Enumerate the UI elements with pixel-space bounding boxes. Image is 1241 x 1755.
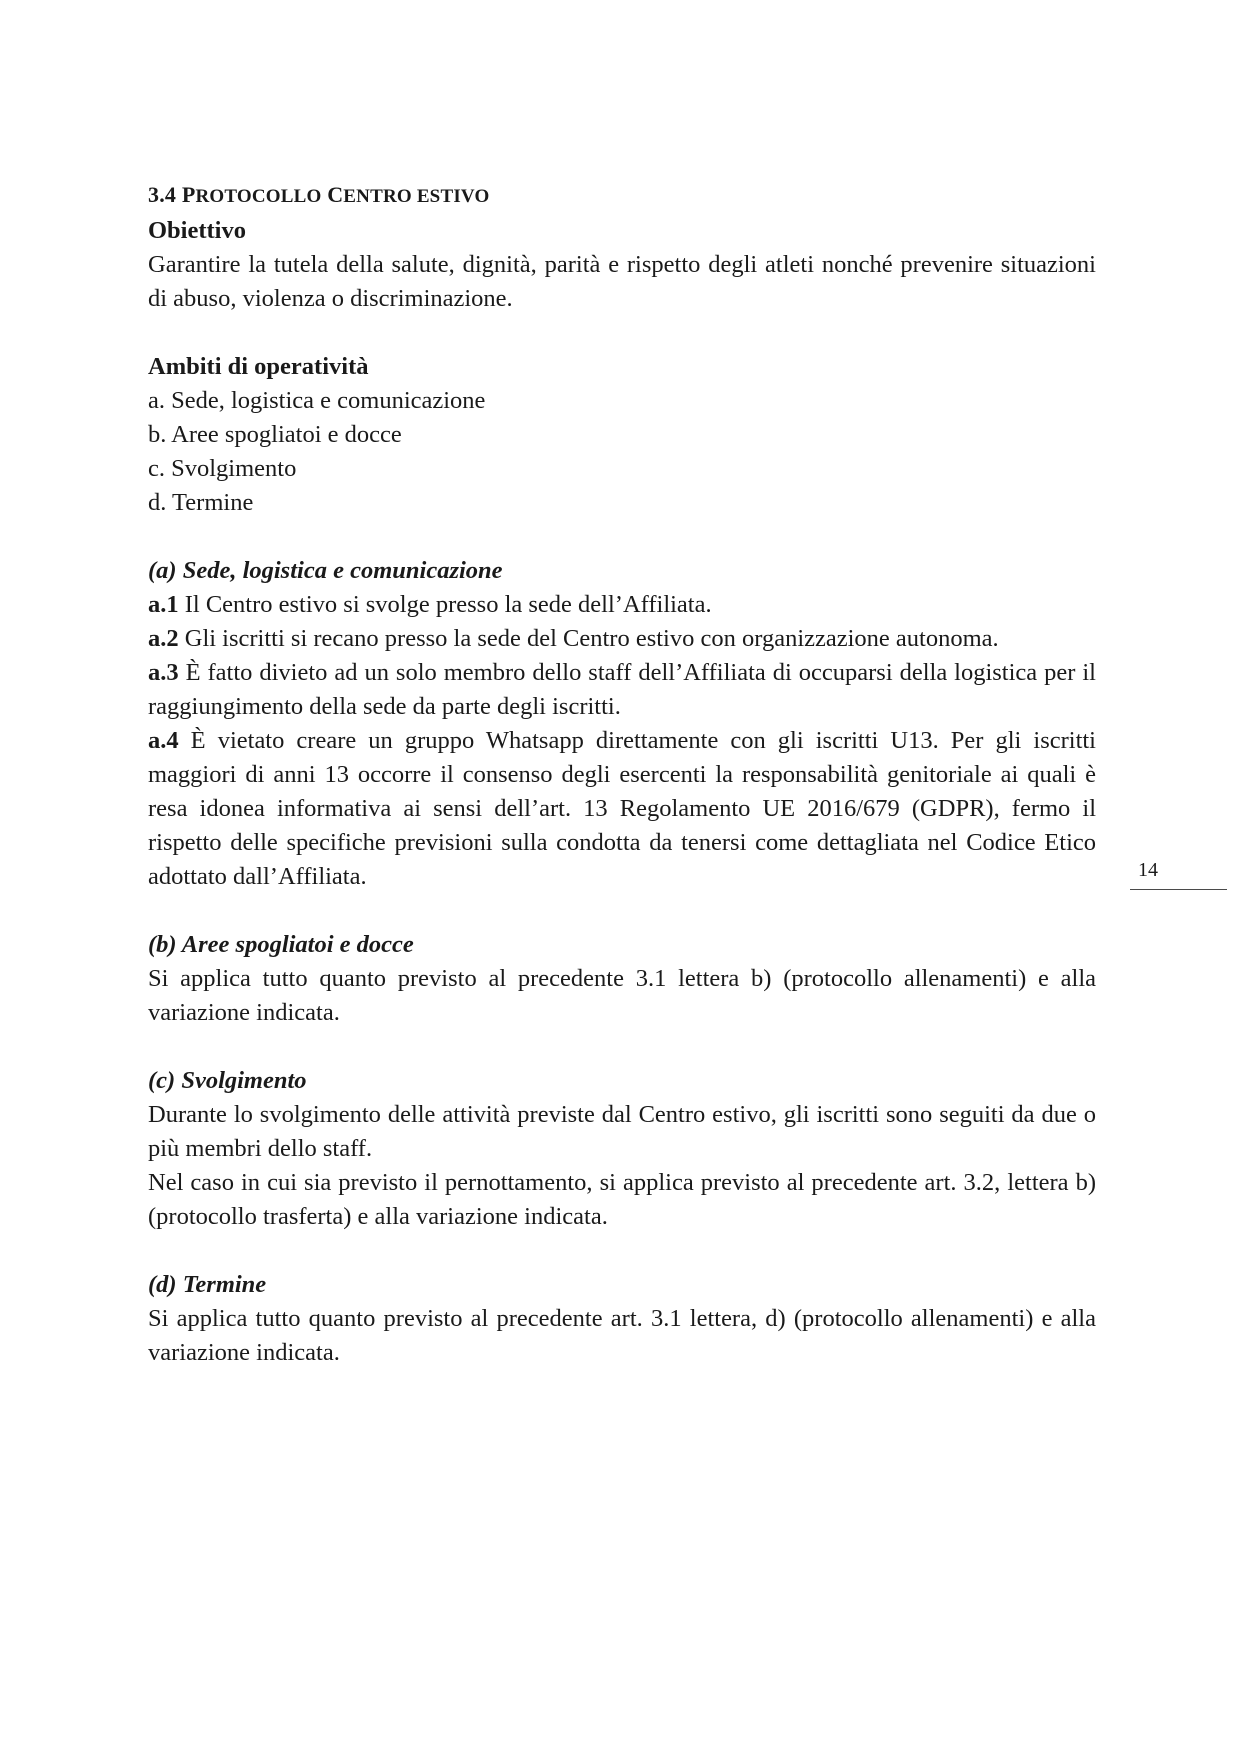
scope-item: a. Sede, logistica e comunicazione <box>148 387 486 414</box>
scope-item: d. Termine <box>148 489 254 516</box>
part-d-heading: (d) Termine <box>148 1271 267 1298</box>
part-c-heading: (c) Svolgimento <box>148 1067 307 1094</box>
part-a-heading: (a) Sede, logistica e comunicazione <box>148 557 503 584</box>
section-title-rest-2: ENTRO ESTIVO <box>343 186 490 207</box>
clause-a4 <box>148 724 1096 894</box>
part-c-text-2: Nel caso in cui sia previsto il pernottamento, si applica previsto al precedente art. 3.2, lettera b) (protocollo trasferta) e alla variazione indicata. <box>148 1169 1096 1230</box>
page-number-rule <box>1130 889 1227 890</box>
clause-text: È vietato creare un gruppo Whatsapp direttamente con gli iscritti U13. Per gli iscritti maggiori di anni 13 occorre il consenso degli esercenti la responsabilità genitoriale ai quali è resa idonea informativa ai sensi dell’art. 13 Regolamento UE 2016/679 (GDPR), fermo il rispetto delle specifiche previsioni sulla condotta da tenersi come dettagliata nel Codice Etico adottato dall’Affiliata. <box>148 727 1096 890</box>
section-title-cap-2: C <box>327 182 344 207</box>
section-title-rest-1: ROTOCOLLO <box>195 186 322 207</box>
clause-label: a.4 <box>148 727 179 754</box>
section-title-cap-1: P <box>181 182 196 207</box>
part-d-text: Si applica tutto quanto previsto al precedente art. 3.1 lettera, d) (protocollo allenamenti) e alla variazione indicata. <box>148 1305 1096 1366</box>
clause-text: Il Centro estivo si svolge presso la sede dell’Affiliata. <box>178 591 712 618</box>
spacer <box>148 520 1096 554</box>
spacer <box>148 316 1096 350</box>
scope-item: b. Aree spogliatoi e docce <box>148 421 402 448</box>
clause-label: a.2 <box>148 625 179 652</box>
clause-label: a.3 <box>148 659 179 686</box>
scope-heading: Ambiti di operatività <box>148 353 369 380</box>
spacer <box>148 1030 1096 1064</box>
part-b-heading: (b) Aree spogliatoi e docce <box>148 931 414 958</box>
page-number: 14 <box>1138 859 1158 881</box>
clause-text: È fatto divieto ad un solo membro dello staff dell’Affiliata di occuparsi della logistica per il raggiungimento della sede da parte degli iscritti. <box>148 659 1096 720</box>
part-b-text: Si applica tutto quanto previsto al precedente 3.1 lettera b) (protocollo allenamenti) e alla variazione indicata. <box>148 965 1096 1026</box>
spacer <box>148 894 1096 928</box>
scope-item: c. Svolgimento <box>148 455 297 482</box>
clause-label: a.1 <box>148 591 179 618</box>
page-content <box>148 178 1096 1370</box>
clause-a1 <box>148 588 1096 622</box>
objective-text: Garantire la tutela della salute, dignità, parità e rispetto degli atleti nonché prevenire situazioni di abuso, violenza o discriminazione. <box>148 251 1096 312</box>
section-number: 3.4 <box>148 182 177 207</box>
spacer <box>148 1234 1096 1268</box>
clause-text: Gli iscritti si recano presso la sede del Centro estivo con organizzazione autonoma. <box>178 625 999 652</box>
clause-a3 <box>148 656 1096 724</box>
clause-a2 <box>148 622 1096 656</box>
section-title <box>148 178 1096 214</box>
objective-heading: Obiettivo <box>148 217 246 244</box>
part-c-text-1: Durante lo svolgimento delle attività previste dal Centro estivo, gli iscritti sono seguiti da due o più membri dello staff. <box>148 1101 1096 1162</box>
